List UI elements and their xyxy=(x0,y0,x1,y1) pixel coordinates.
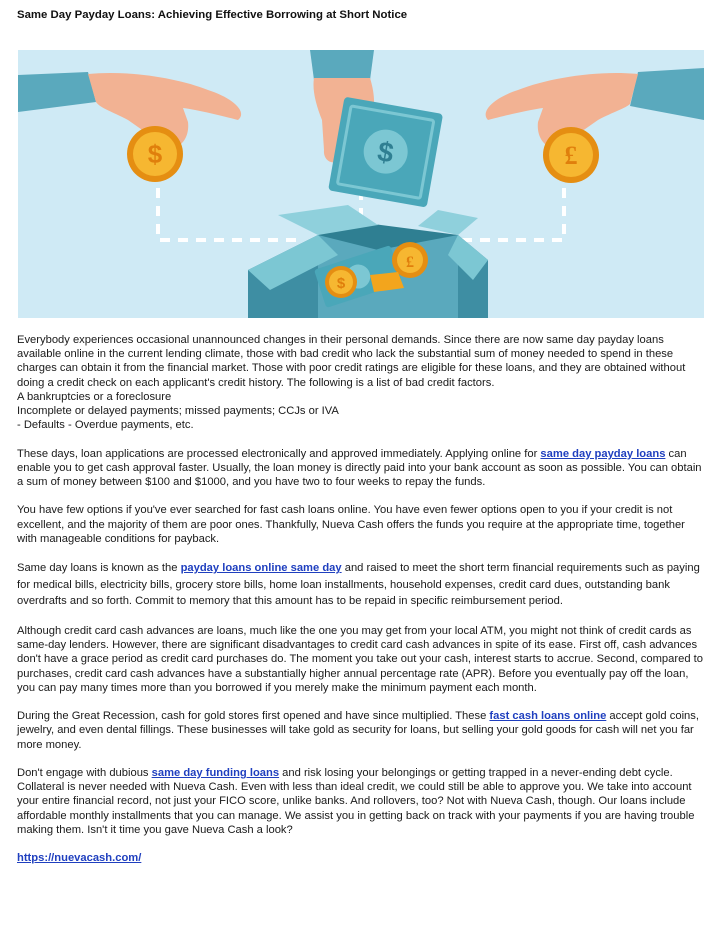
paragraph-text: You have few options if you've ever searched for fast cash loans online. You have even fewer options open to you if your credit is not excellent, and the majority of them are poor ones. Thankfully, Nueva Cash offers the funds you require at the appropriate time, together with manageable conditions for payback. xyxy=(17,504,685,545)
link-fast-cash-loans-online[interactable]: fast cash loans online xyxy=(489,710,607,723)
article-body xyxy=(17,333,705,879)
paragraph-nueva-cash xyxy=(17,766,705,837)
intro-text: Everybody experiences occasional unannounced changes in their personal demands. Since there are now same day payday loans available online in the current lending climate, those with bad credit who lack the substantial sum of money needed to spend in these charges can obtain it from the financial market. Those with poor credit ratings are eligible for these loans, and they are obtained without doing a credit check on each applicant's credit history. The following is a list of bad credit factors. xyxy=(17,334,686,389)
svg-text:$: $ xyxy=(147,139,163,169)
svg-text:$: $ xyxy=(375,135,396,169)
paragraph-text: and raised to meet the short term financial requirements such as paying for medical bills, electricity bills, grocery store bills, home loan installments, household expenses, credit card dues, outstanding bank overdrafts and so forth. Commit to memory that this amount has to be repaid in specific reimbursement period. xyxy=(17,562,700,608)
svg-text:£: £ xyxy=(406,254,414,271)
paragraph-text: and risk losing your belongings or getting trapped in a never-ending debt cycle. Collateral is never needed with Nueva Cash. Even with less than ideal credit, we could still be able to approve you. We take into account your entire financial record, not just your FICO score, unlike banks. And rollovers, too? Not with Nueva Cash, though. Our loans include affordable monthly installments that you can manage. We assist you in getting back on track with your payments if you are having trouble making them. Isn't it time you gave Nueva Cash a look? xyxy=(17,766,695,836)
link-same-day-funding-loans[interactable]: same day funding loans xyxy=(151,766,280,779)
nuevacash-website-link[interactable]: https://nuevacash.com/ xyxy=(17,852,142,865)
paragraph-text: Same day loans is known as the xyxy=(17,562,181,575)
link-payday-loans-online-same-day[interactable]: payday loans online same day xyxy=(180,562,342,575)
hero-illustration xyxy=(18,50,704,318)
page-title: Same Day Payday Loans: Achieving Effective Borrowing at Short Notice xyxy=(17,9,408,21)
svg-text:£: £ xyxy=(564,141,578,170)
svg-text:$: $ xyxy=(336,275,346,292)
paragraph-text: accept gold coins, jewelry, and even dental fillings. These businesses will take gold as security for loans, but selling your gold goods for cash will net you far more money. xyxy=(17,710,699,751)
coin-right-icon xyxy=(543,127,599,183)
paragraph-text: These days, loan applications are processed electronically and approved immediately. Applying online for xyxy=(17,447,541,460)
paragraph-credit-card-advances xyxy=(17,624,705,695)
coin-left-icon xyxy=(127,126,183,182)
box-coin-left-icon xyxy=(325,266,357,298)
paragraph-great-recession xyxy=(17,709,705,752)
paragraph-applications xyxy=(17,447,705,490)
paragraph-text: Don't engage with dubious xyxy=(17,766,152,779)
bad-credit-factor: Incomplete or delayed payments; missed payments; CCJs or IVA xyxy=(17,405,339,418)
banknote-icon xyxy=(328,97,443,208)
paragraph-options xyxy=(17,503,705,546)
paragraph-text: During the Great Recession, cash for gold stores first opened and have since multiplied. These xyxy=(17,710,490,723)
bad-credit-factor: - Defaults - Overdue payments, etc. xyxy=(17,419,194,432)
paragraph-same-day-loans xyxy=(17,560,705,610)
paragraph-intro xyxy=(17,333,705,432)
paragraph-text: can enable you to get cash approval faster. Usually, the loan money is directly paid into your bank account as soon as possible. You can obtain a sum of money between $100 and $1000, and you have two to four weeks to repay the funds. xyxy=(17,447,702,489)
bad-credit-factor: A bankruptcies or a foreclosure xyxy=(17,390,172,403)
link-same-day-payday-loans[interactable]: same day payday loans xyxy=(540,447,666,460)
footer-link-paragraph xyxy=(17,851,705,865)
paragraph-text: Although credit card cash advances are loans, much like the one you may get from your local ATM, you might not think of credit cards as same-day lenders. However, there are significant disadvantages to credit card cash advances in spite of its ease. First off, cash advances don't have a grace period as credit card purchases do. The moment you take out your cash, interest starts to accrue. Second, compared to purchases, credit card cash advances have a substantially higher annual percentage rate (APR). Before you eventually pay off the loan, you can pay many times more than you borrowed if you merely make the minimum payment each month. xyxy=(17,624,703,694)
